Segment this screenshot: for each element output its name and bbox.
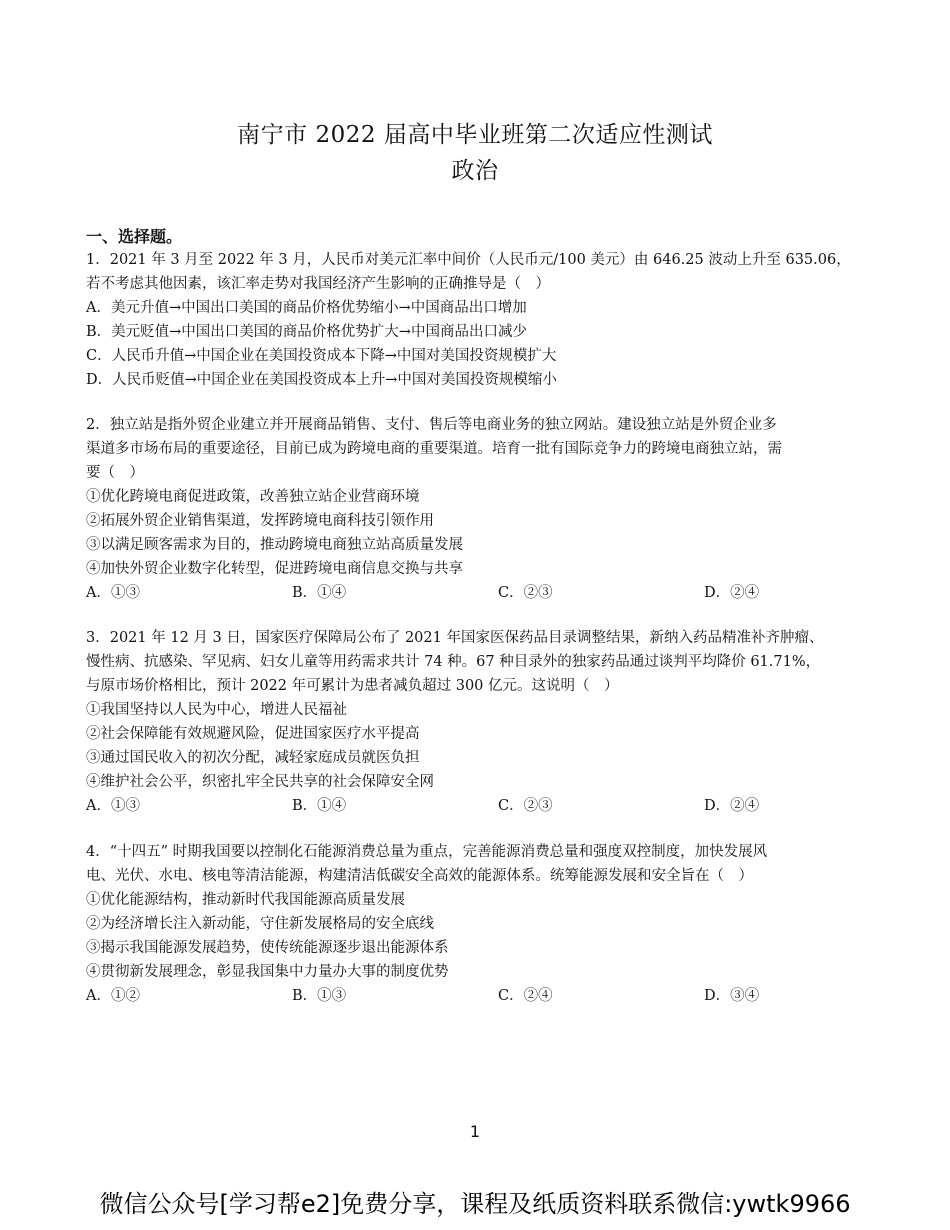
statement-3: ③通过国民收入的初次分配，减轻家庭成员就医负担 <box>86 750 420 766</box>
choice-d: D．③④ <box>704 988 760 1004</box>
statement-3: ③揭示我国能源发展趋势，使传统能源逐步退出能源体系 <box>86 940 449 956</box>
choice-d: D．②④ <box>704 798 760 814</box>
statement-1: ①优化跨境电商促进政策，改善独立站企业营商环境 <box>86 489 420 505</box>
question-stem-line: 3．2021 年 12 月 3 日，国家医疗保障局公布了 2021 年国家医保药品目录调整结果，新纳入药品精准补齐肿瘤、 <box>86 630 824 646</box>
option-d: D．人民币贬值→中国企业在美国投资成本上升→中国对美国投资规模缩小 <box>86 372 557 388</box>
choice-a: A．①③ <box>86 798 140 814</box>
statement-3: ③以满足顾客需求为目的，推动跨境电商独立站高质量发展 <box>86 537 463 553</box>
answer-choices <box>86 794 886 818</box>
question-stem-line: 要（ ） <box>86 465 144 481</box>
question-stem-line: 2．独立站是指外贸企业建立并开展商品销售、支付、售后等电商业务的独立网站。建设独立站是外贸企业多 <box>86 417 777 433</box>
choice-b: B．①③ <box>292 988 347 1004</box>
exam-title: 南宁市 2022 届高中毕业班第二次适应性测试 <box>237 122 713 148</box>
choice-a: A．①② <box>86 988 140 1004</box>
answer-choices <box>86 581 886 605</box>
choice-c: C．②④ <box>498 988 553 1004</box>
question-stem-line: 渠道多市场布局的重要途径，目前已成为跨境电商的重要渠道。培育一批有国际竞争力的跨境电商独立站，需 <box>86 441 782 457</box>
choice-c: C．②③ <box>498 585 553 601</box>
statement-4: ④加快外贸企业数字化转型，促进跨境电商信息交换与共享 <box>86 561 463 577</box>
question-stem-line: 1．2021 年 3 月至 2022 年 3 月，人民币对美元汇率中间价（人民币元/100 美元）由 646.25 波动上升至 635.06， <box>86 252 851 268</box>
statement-4: ④贯彻新发展理念，彰显我国集中力量办大事的制度优势 <box>86 964 449 980</box>
statement-4: ④维护社会公平，织密扎牢全民共享的社会保障安全网 <box>86 774 434 790</box>
question-2 <box>86 413 886 605</box>
statement-1: ①优化能源结构，推动新时代我国能源高质量发展 <box>86 892 405 908</box>
statement-2: ②为经济增长注入新动能，守住新发展格局的安全底线 <box>86 916 434 932</box>
question-3 <box>86 626 886 818</box>
choice-a: A．①③ <box>86 585 140 601</box>
question-stem-line: 若不考虑其他因素，该汇率走势对我国经济产生影响的正确推导是（ ） <box>86 276 550 292</box>
question-stem-line: 慢性病、抗感染、罕见病、妇女儿童等用药需求共计 74 种。67 种目录外的独家药品通过谈判平均降价 61.71%， <box>86 654 821 670</box>
question-stem-line: 与原市场价格相比，预计 2022 年可累计为患者减负超过 300 亿元。这说明（ ） <box>86 678 619 694</box>
option-a: A．美元升值→中国出口美国的商品价格优势缩小→中国商品出口增加 <box>86 300 527 316</box>
statement-2: ②社会保障能有效规避风险，促进国家医疗水平提高 <box>86 726 420 742</box>
page-number: 1 <box>469 1122 481 1141</box>
statement-2: ②拓展外贸企业销售渠道，发挥跨境电商科技引领作用 <box>86 513 434 529</box>
question-stem-line: 4．“十四五” 时期我国要以控制化石能源消费总量为重点，完善能源消费总量和强度双控制度，加快发展风 <box>86 844 768 860</box>
choice-b: B．①④ <box>292 798 347 814</box>
choice-b: B．①④ <box>292 585 347 601</box>
choice-d: D．②④ <box>704 585 760 601</box>
footer-watermark: 微信公众号[学习帮e2]免费分享，课程及纸质资料联系微信:ywtk9966 <box>99 1190 851 1218</box>
question-1 <box>86 248 886 392</box>
question-4 <box>86 840 886 1008</box>
option-c: C．人民币升值→中国企业在美国投资成本下降→中国对美国投资规模扩大 <box>86 348 557 364</box>
statement-1: ①我国坚持以人民为中心，增进人民福祉 <box>86 702 347 718</box>
choice-c: C．②③ <box>498 798 553 814</box>
question-stem-line: 电、光伏、水电、核电等清洁能源，构建清洁低碳安全高效的能源体系。统筹能源发展和安全旨在（ ） <box>86 868 753 884</box>
section-heading: 一、选择题。 <box>86 227 183 246</box>
exam-subject: 政治 <box>451 158 499 184</box>
answer-choices <box>86 984 886 1008</box>
option-b: B．美元贬值→中国出口美国的商品价格优势扩大→中国商品出口减少 <box>86 324 527 340</box>
